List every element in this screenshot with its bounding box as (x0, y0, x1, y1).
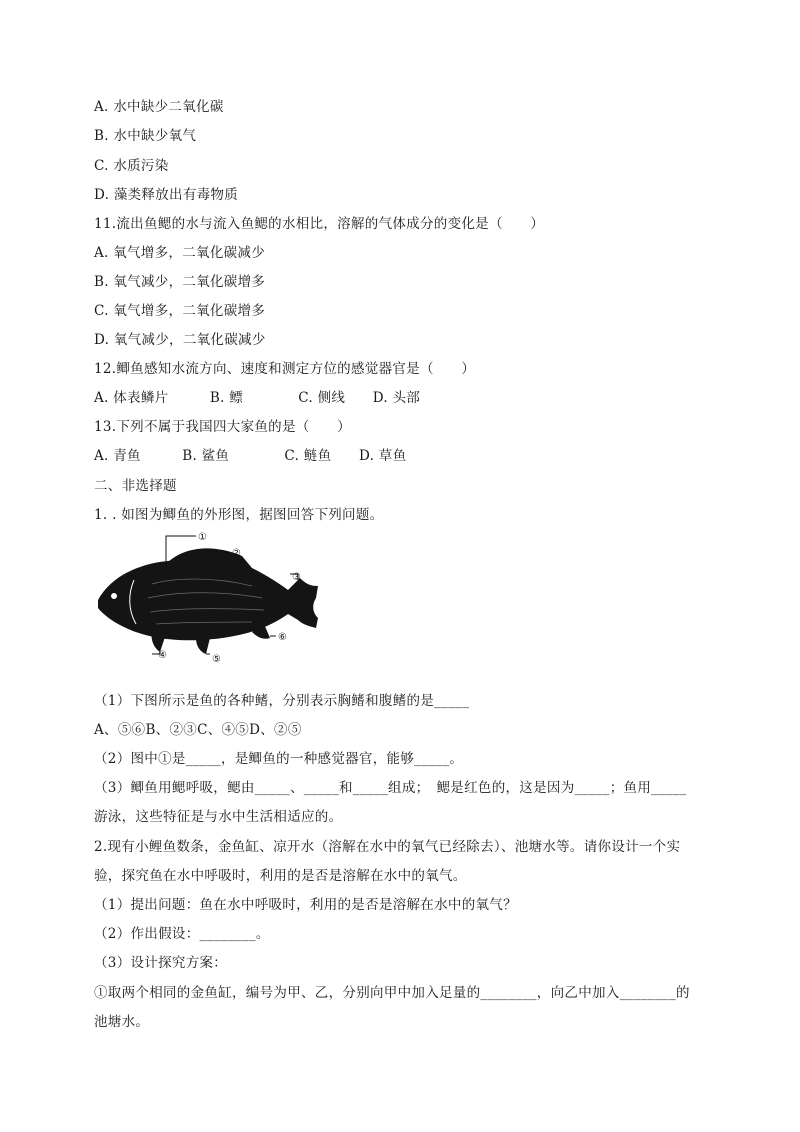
q11-option-b: B. 氧气减少，二氧化碳增多 (94, 274, 266, 290)
q10-option-c: C. 水质污染 (94, 158, 169, 174)
crucian-carp-figure (92, 528, 322, 668)
q13-options: A. 青鱼 B. 鲨鱼 C. 鲢鱼 D. 草鱼 (94, 448, 407, 464)
q11-option-c: C. 氧气增多，二氧化碳增多 (94, 303, 266, 319)
p1-sub3-line1: （3）鲫鱼用鳃呼吸，鳃由_____、_____和_____组成； 鳃是红色的，这是因为_____；鱼用_____ (94, 780, 687, 796)
ventral-fin (196, 638, 210, 654)
label-4: ④ (158, 650, 167, 661)
q10-option-b: B. 水中缺少氧气 (94, 128, 197, 144)
fish-illustration (92, 528, 322, 668)
q10-option-d: D. 藻类释放出有毒物质 (94, 187, 239, 203)
q11-stem: 11.流出鱼鳃的水与流入鱼鳃的水相比，溶解的气体成分的变化是（ ） (94, 216, 545, 232)
section-heading: 二、非选择题 (94, 478, 177, 494)
label-1: ① (198, 532, 207, 543)
p2-step1-line1: ①取两个相同的金鱼缸，编号为甲、乙，分别向甲中加入足量的________，向乙中加入________的 (94, 985, 690, 1001)
p2-stem-line1: 2.现有小鲤鱼数条，金鱼缸、凉开水（溶解在水中的氧气已经除去）、池塘水等。请你设计一个实 (94, 839, 681, 855)
q10-option-a: A. 水中缺少二氧化碳 (94, 99, 224, 115)
p1-stem: 1. . 如图为鲫鱼的外形图，据图回答下列问题。 (94, 507, 384, 523)
q11-option-a: A. 氧气增多，二氧化碳减少 (94, 245, 266, 261)
p1-sub1: （1）下图所示是鱼的各种鳍，分别表示胸鳍和腹鳍的是_____ (94, 693, 470, 709)
q11-option-d: D. 氧气减少，二氧化碳减少 (94, 332, 266, 348)
p2-step1-line2: 池塘水。 (94, 1014, 150, 1030)
p2-sub3: （3）设计探究方案： (94, 955, 228, 971)
p1-sub2: （2）图中①是_____，是鲫鱼的一种感觉器官，能够_____。 (94, 751, 464, 767)
label-2: ② (232, 548, 241, 559)
eye (111, 593, 117, 599)
q12-stem: 12.鲫鱼感知水流方向、速度和测定方位的感觉器官是（ ） (94, 361, 476, 377)
p1-sub1-options: A、⑤⑥B、②③C、④⑤D、②⑤ (94, 722, 302, 738)
p2-stem-line2: 验，探究鱼在水中呼吸时，利用的是否是溶解在水中的氧气。 (94, 868, 467, 884)
p2-sub2: （2）作出假设：________。 (94, 926, 270, 942)
p2-sub1: （1）提出问题：鱼在水中呼吸时，利用的是否是溶解在水中的氧气？ (94, 897, 517, 913)
label-5: ⑤ (212, 654, 221, 665)
q12-options: A. 体表鳞片 B. 鳔 C. 侧线 D. 头部 (94, 390, 421, 406)
fish-body (98, 558, 318, 640)
q13-stem: 13.下列不属于我国四大家鱼的是（ ） (94, 419, 351, 435)
label-3: ③ (292, 572, 301, 583)
p1-sub3-line2: 游泳，这些特征是与水中生活相适应的。 (94, 809, 343, 825)
label-6: ⑥ (278, 632, 287, 643)
